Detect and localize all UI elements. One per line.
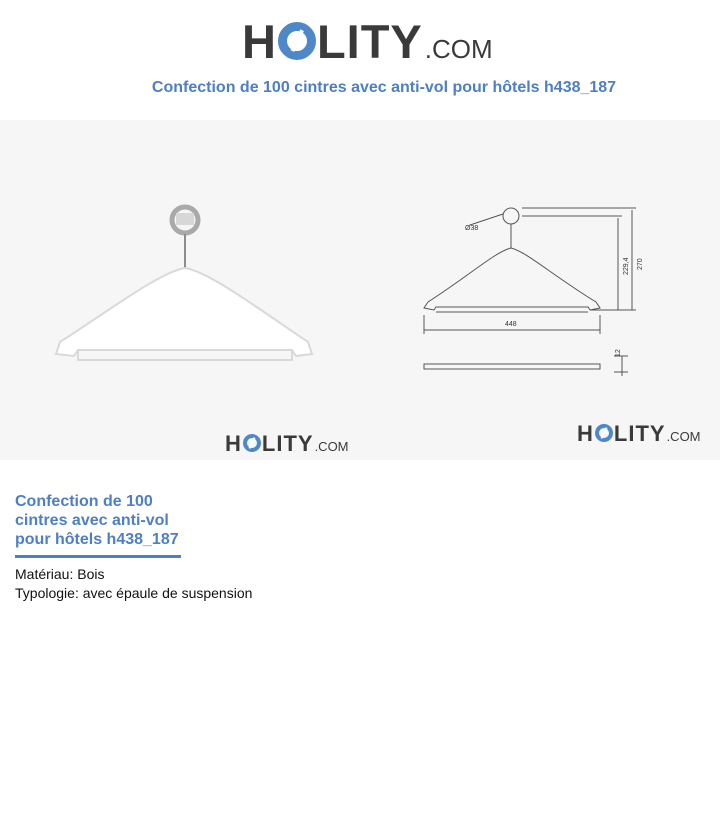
drawing-width-label: 448 <box>505 321 517 328</box>
spec-label: Typologie <box>15 585 75 601</box>
logo-suffix: .COM <box>314 439 349 454</box>
logo-prefix: H <box>577 421 594 446</box>
image-logo-left <box>225 433 349 455</box>
product-heading: Confection de 100 cintres avec anti-vol pour hôtels h438_187 <box>15 492 181 558</box>
spec-row: Matériau: Bois <box>15 566 105 582</box>
spec-value: Bois <box>77 566 105 582</box>
logo-ring-icon <box>278 22 316 60</box>
logo-prefix: H <box>242 15 277 68</box>
logo-suffix: .COM <box>424 34 493 64</box>
image-logo-right <box>577 423 701 445</box>
spec-label: Matériau <box>15 566 70 582</box>
drawing-hook-height-label: 229,4 <box>623 257 630 275</box>
logo-ring-icon <box>243 434 261 452</box>
site-logo[interactable] <box>242 15 493 68</box>
logo-main: LITY <box>261 431 314 456</box>
drawing-thickness-label: 12 <box>615 349 622 357</box>
watermark-texture <box>0 120 720 460</box>
spec-row: Typologie: avec épaule de suspension <box>15 585 253 601</box>
logo-ring-icon <box>595 424 613 442</box>
logo-suffix: .COM <box>666 429 701 444</box>
logo-main: LITY <box>316 15 423 68</box>
drawing-diameter-label: Ø38 <box>465 225 479 232</box>
logo-main: LITY <box>613 421 666 446</box>
drawing-height-label: 270 <box>637 258 644 270</box>
spec-list <box>15 565 252 603</box>
logo-prefix: H <box>225 431 242 456</box>
spec-value: avec épaule de suspension <box>82 585 253 601</box>
page-title: Confection de 100 cintres avec anti-vol pour hôtels h438_187 <box>151 79 617 96</box>
